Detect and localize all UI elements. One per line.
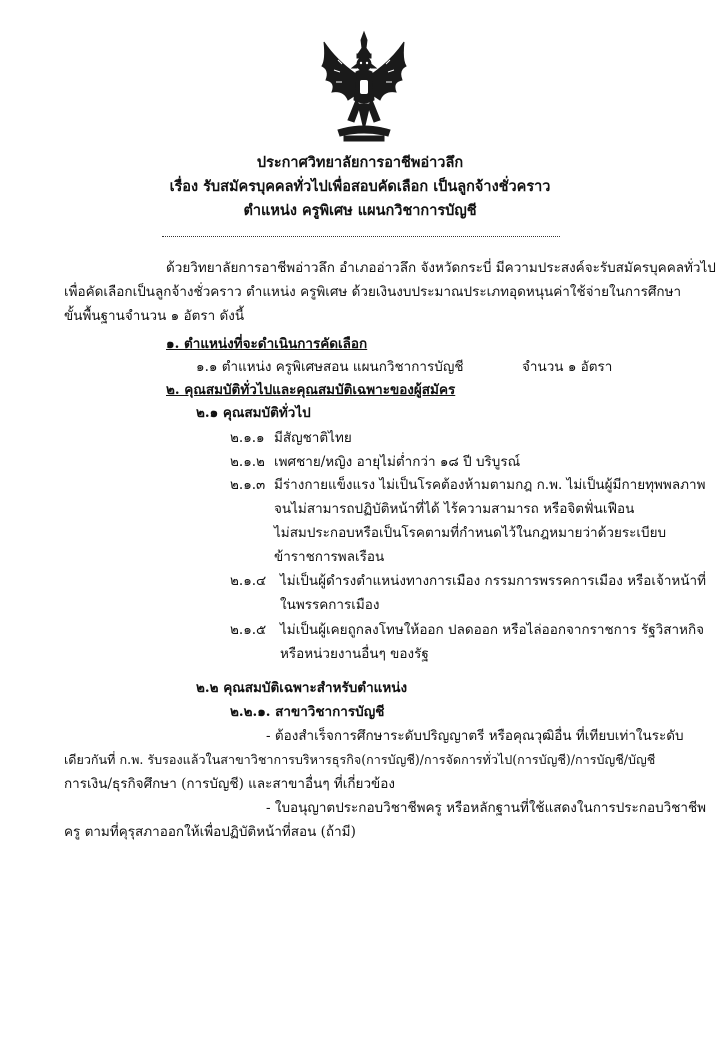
item-text-line: มีสัญชาติไทย	[274, 430, 352, 446]
announcement-title: ประกาศวิทยาลัยการอาชีพอ่าวลึก	[256, 154, 464, 171]
announcement-subject: เรื่อง รับสมัครบุคคลทั่วไปเพื่อสอบคัดเลือก เป็นลูกจ้างชั่วคราว	[169, 178, 551, 195]
garuda-emblem-icon	[318, 30, 410, 148]
item-number: ๒.๑.๕	[230, 622, 267, 638]
item-text-line: ไม่เป็นผู้เคยถูกลงโทษให้ออก ปลดออก หรือไล่ออกจากราชการ รัฐวิสาหกิจ	[280, 622, 705, 638]
intro-line-3: ขั้นพื้นฐานจำนวน ๑ อัตรา ดังนี้	[64, 308, 245, 324]
intro-line-2: เพื่อคัดเลือกเป็นลูกจ้างชั่วคราว ตำแหน่ง ครูพิเศษ ด้วยเงินงบประมาณประเภทอุดหนุนค่าใช้จ่ายในการศึกษา	[64, 284, 682, 300]
item-text-line: มีร่างกายแข็งแรง ไม่เป็นโรคต้องห้ามตามกฎ ก.พ. ไม่เป็นผู้มีกายทุพพลภาพ	[274, 477, 706, 493]
header-divider	[162, 236, 560, 237]
item-text-line: ไม่เป็นผู้ดำรงตำแหน่งทางการเมือง กรรมการพรรคการเมือง หรือเจ้าหน้าที่	[280, 573, 707, 589]
intro-line-1: ด้วยวิทยาลัยการอาชีพอ่าวลึก อำเภออ่าวลึก จังหวัดกระบี่ มีความประสงค์จะรับสมัครบุคคลทั่วไป	[166, 260, 716, 276]
qualification-line: - ต้องสำเร็จการศึกษาระดับปริญญาตรี หรือคุณวุฒิอื่น ที่เทียบเท่าในระดับ	[266, 728, 684, 744]
section-2-2-1-heading: ๒.๒.๑. สาขาวิชาการบัญชี	[230, 704, 385, 720]
item-text-line: เพศชาย/หญิง อายุไม่ต่ำกว่า ๑๘ ปี บริบูรณ์	[274, 454, 521, 470]
section-2-2-heading: ๒.๒ คุณสมบัติเฉพาะสำหรับตำแหน่ง	[196, 680, 408, 696]
license-line: - ใบอนุญาตประกอบวิชาชีพครู หรือหลักฐานที่ใช้แสดงในการประกอบวิชาชีพ	[266, 800, 707, 816]
item-number: ๒.๑.๒	[230, 454, 265, 470]
license-line: ครู ตามที่คุรุสภาออกให้เพื่อปฏิบัติหน้าที่สอน (ถ้ามี)	[64, 824, 356, 840]
item-text-line: ไม่สมประกอบหรือเป็นโรคตามที่กำหนดไว้ในกฎหมายว่าด้วยระเบียบ	[274, 525, 667, 541]
section-1-heading: ๑. ตำแหน่งที่จะดำเนินการคัดเลือก	[166, 336, 368, 352]
item-text-line: หรือหน่วยงานอื่นๆ ของรัฐ	[280, 646, 429, 662]
qualification-line: เดียวกันที่ ก.พ. รับรองแล้วในสาขาวิชาการบริหารธุรกิจ(การบัญชี)/การจัดการทั่วไป(การบัญชี)/การบัญชี/บัญชี	[64, 752, 656, 767]
section-2-heading: ๒. คุณสมบัติทั่วไปและคุณสมบัติเฉพาะของผู้สมัคร	[166, 382, 456, 398]
item-number: ๒.๑.๓	[230, 477, 266, 493]
item-number: ๒.๑.๔	[230, 573, 267, 589]
section-1-count: จำนวน ๑ อัตรา	[522, 359, 613, 375]
qualification-line: การเงิน/ธุรกิจศึกษา (การบัญชี) และสาขาอื่นๆ ที่เกี่ยวข้อง	[64, 776, 395, 792]
item-text-line: ข้าราชการพลเรือน	[274, 549, 385, 565]
item-number: ๒.๑.๑	[230, 430, 265, 446]
section-1-item: ๑.๑ ตำแหน่ง ครูพิเศษสอน แผนกวิชาการบัญชี	[196, 359, 464, 375]
item-text-line: ในพรรคการเมือง	[280, 597, 380, 613]
section-2-1-heading: ๒.๑ คุณสมบัติทั่วไป	[196, 405, 311, 421]
announcement-position: ตำแหน่ง ครูพิเศษ แผนกวิชาการบัญชี	[243, 202, 477, 219]
item-text-line: จนไม่สามารถปฏิบัติหน้าที่ได้ ไร้ความสามารถ หรือจิตฟั่นเฟือน	[274, 501, 635, 517]
